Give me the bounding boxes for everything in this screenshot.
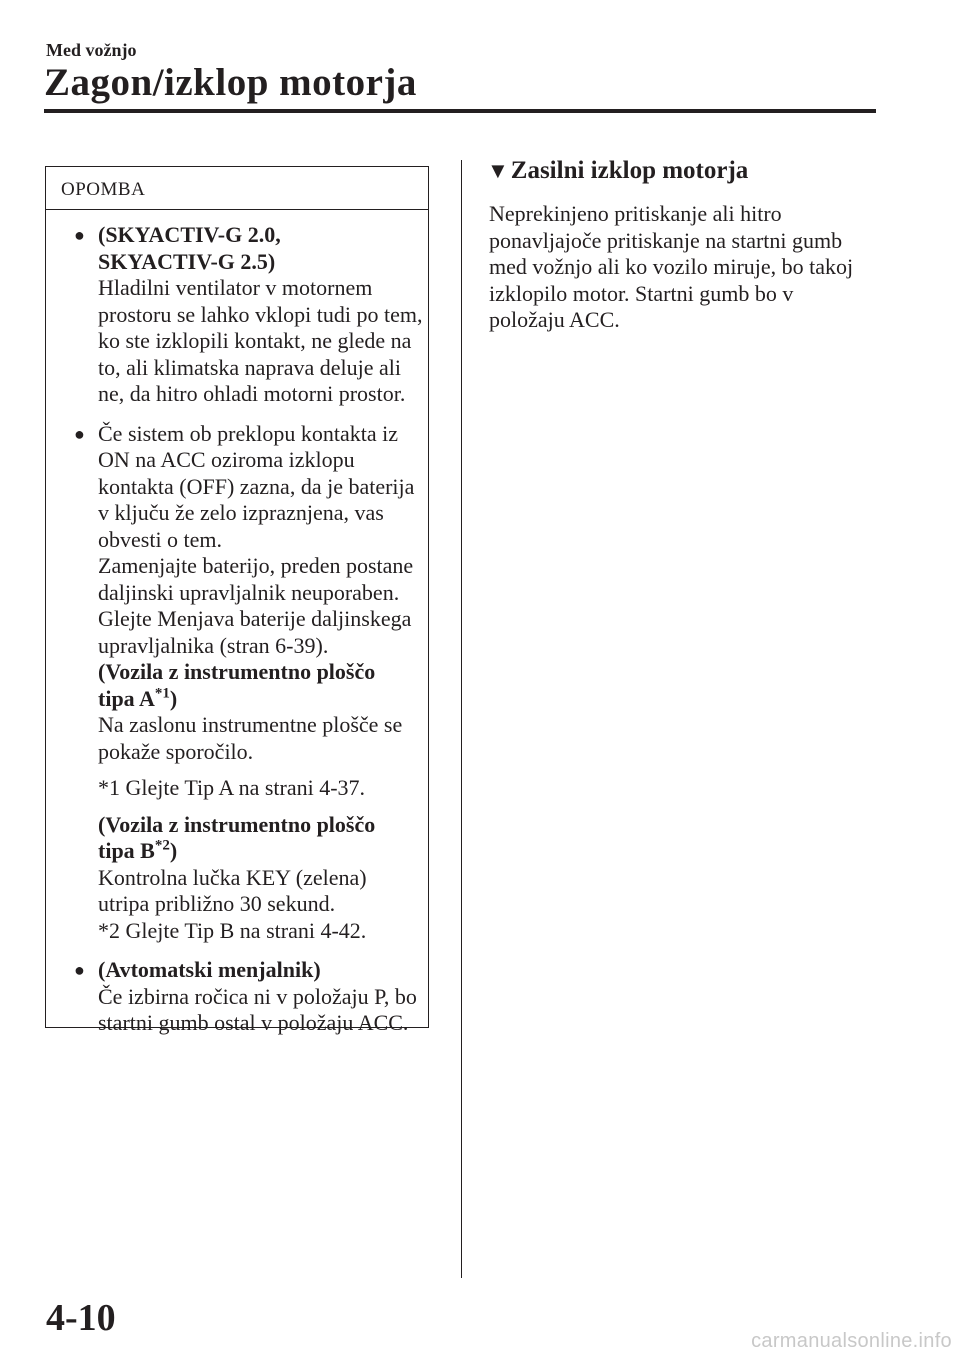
section-label: Med vožnjo — [46, 40, 137, 60]
note-subheading-text: tipa A — [98, 685, 155, 711]
note-subheading-close: ) — [169, 685, 178, 711]
note-subheading: (Vozila z instrumentno ploščo — [98, 811, 376, 837]
section-heading — [487, 157, 748, 185]
note-line: to, ali klimatska naprava deluje ali — [98, 354, 402, 380]
section-heading-text: Zasilni izklop motorja — [510, 157, 749, 184]
note-subheading-close: ) — [169, 838, 178, 863]
note-line: Če izbirna ročica ni v položaju P, bo — [98, 983, 417, 1009]
note-subheading: (Vozila z instrumentno ploščo — [98, 659, 376, 684]
paragraph-line: ponavljajoče pritiskanje na startni gumb — [489, 227, 843, 253]
note-item — [72, 421, 416, 945]
note-subheading: (Avtomatski menjalnik) — [98, 957, 321, 982]
note-subheading — [98, 838, 416, 865]
note-line: upravljalnika (stran 6-39). — [98, 632, 329, 658]
paragraph-line: položaju ACC. — [489, 307, 620, 332]
note-line: obvesti o tem. — [98, 526, 223, 552]
footnote-ref: *2 — [154, 837, 170, 854]
note-item — [72, 222, 423, 408]
column-divider — [461, 160, 462, 1278]
note-label: OPOMBA — [46, 167, 428, 210]
note-subheading-text: tipa B — [98, 838, 155, 863]
note-body — [46, 210, 428, 1037]
bullet-icon: ● — [74, 225, 85, 245]
note-line: kontakta (OFF) zazna, da je baterija — [98, 473, 415, 499]
note-line: Če sistem ob preklopu kontakta iz — [98, 420, 398, 446]
note-line: prostoru se lahko vklopi tudi po tem, — [98, 301, 423, 327]
note-line: (SKYACTIV-G 2.0, — [98, 222, 281, 247]
bullet-icon: ● — [74, 960, 85, 980]
watermark: carmanualsonline.info — [751, 1330, 952, 1352]
page-title: Zagon/izklop motorja — [44, 61, 417, 104]
note-line: utripa približno 30 sekund. — [98, 891, 336, 916]
paragraph-line: izklopilo motor. Startni gumb bo v — [489, 280, 794, 306]
body-paragraph — [489, 201, 879, 334]
note-line: ON na ACC oziroma izklopu — [98, 447, 355, 472]
note-line: startni gumb ostal v položaju ACC. — [98, 1010, 409, 1035]
note-line: Zamenjajte baterijo, preden postane — [98, 553, 414, 578]
note-item — [72, 957, 416, 1037]
footnote: *1 Glejte Tip A na strani 4-37. — [98, 775, 366, 800]
note-line: v ključu že zelo izpraznjena, vas — [98, 500, 384, 525]
note-line: ne, da hitro ohladi motorni prostor. — [98, 381, 406, 406]
note-line: pokaže sporočilo. — [98, 738, 254, 764]
footnote: *2 Glejte Tip B na strani 4-42. — [98, 917, 367, 943]
paragraph-line: med vožnjo ali ko vozilo miruje, bo takoj — [489, 254, 854, 279]
note-line: ko ste izklopili kontakt, ne glede na — [98, 328, 412, 353]
note-line: Kontrolna lučka KEY (zelena) — [98, 864, 367, 890]
title-rule — [44, 109, 876, 113]
note-line: SKYACTIV-G 2.5) — [98, 248, 276, 274]
bullet-icon: ● — [74, 423, 85, 444]
note-line: Glejte Menjava baterije daljinskega — [98, 606, 412, 631]
note-line: Hladilni ventilator v motornem — [98, 275, 373, 300]
note-line: daljinski upravljalnik neuporaben. — [98, 579, 400, 605]
triangle-marker-icon: ▼ — [487, 158, 509, 183]
note-box — [45, 166, 429, 1035]
note-line: Na zaslonu instrumentne plošče se — [98, 712, 403, 737]
note-subheading — [98, 686, 416, 713]
footnote-ref: *1 — [154, 685, 170, 702]
paragraph-line: Neprekinjeno pritiskanje ali hitro — [489, 201, 782, 226]
page-number: 4-10 — [46, 1297, 116, 1339]
